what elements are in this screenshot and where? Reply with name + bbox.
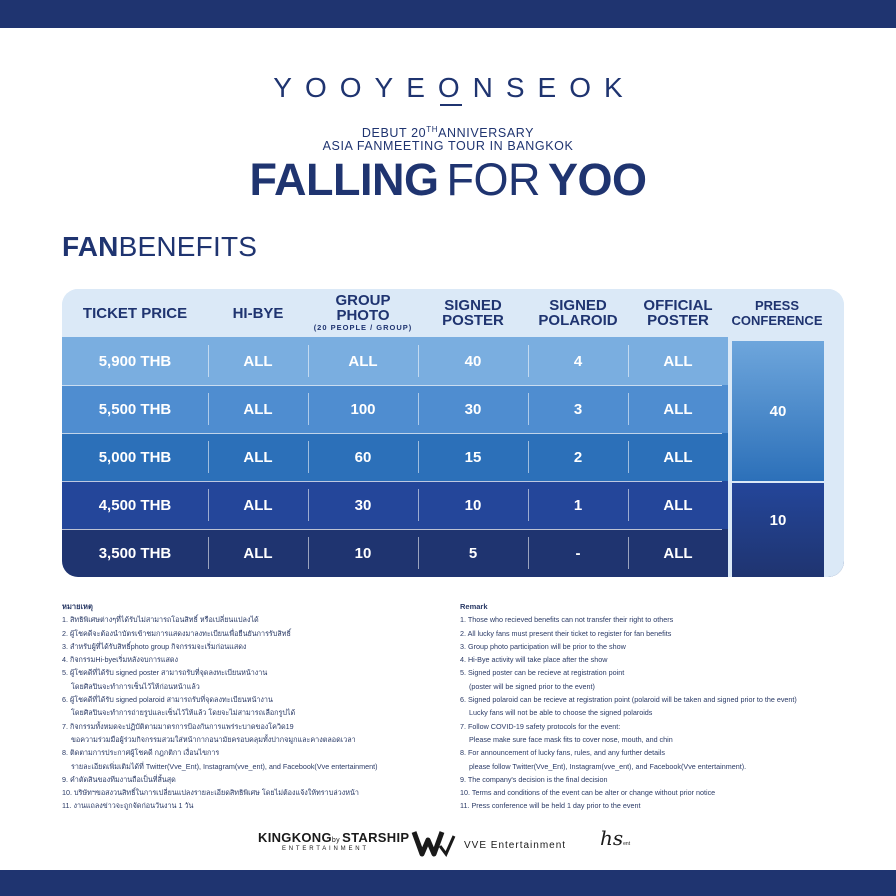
column-divider bbox=[418, 345, 419, 377]
header-official-poster: OFFICIAL POSTER bbox=[643, 297, 713, 329]
cell-group: 30 bbox=[354, 496, 372, 514]
cell-poster: 40 bbox=[464, 352, 482, 370]
note-item: 7. Follow COVID-19 safety protocols for the event: bbox=[460, 721, 621, 731]
table-row bbox=[62, 529, 844, 577]
column-divider bbox=[528, 537, 529, 569]
note-item: 9. The company's decision is the final decision bbox=[460, 774, 608, 784]
note-item: 6. ผู้โชคดีที่ได้รับ signed polaroid สามารถรับที่จุดลงทะเบียนหน้างาน bbox=[62, 695, 273, 705]
table-row bbox=[62, 481, 844, 529]
subtitle-anniversary: DEBUT 20THANNIVERSARY bbox=[361, 125, 535, 141]
cell-price: 3,500 THB bbox=[98, 544, 172, 562]
notes-english bbox=[460, 600, 860, 813]
note-item: 5. Signed poster can be recieve at registration point bbox=[460, 668, 625, 678]
column-divider bbox=[418, 441, 419, 473]
column-divider bbox=[418, 393, 419, 425]
header-ticket-price: TICKET PRICE bbox=[82, 304, 188, 322]
note-item: Please make sure face mask fits to cover nose, mouth, and chin bbox=[469, 734, 673, 744]
hs-ent-logo: hsent bbox=[600, 826, 631, 850]
note-item: 11. Press conference will be held 1 day prior to the event bbox=[460, 801, 641, 811]
cell-poster: 10 bbox=[464, 496, 482, 514]
header-group-photo: GROUP PHOTO (20 PEOPLE / GROUP) bbox=[308, 289, 418, 337]
cell-price: 5,900 THB bbox=[98, 352, 172, 370]
header-signed-poster: SIGNED POSTER bbox=[442, 297, 504, 329]
cell-group: ALL bbox=[348, 352, 378, 370]
note-item: 8. For announcement of lucky fans, rules, and any further details bbox=[460, 748, 665, 758]
subtitle-tour: ASIA FANMEETING TOUR IN BANGKOK bbox=[322, 139, 574, 153]
notes-english-title: Remark bbox=[460, 602, 488, 611]
table-row bbox=[62, 433, 844, 481]
column-divider bbox=[628, 393, 629, 425]
table-row bbox=[62, 337, 844, 385]
column-divider bbox=[628, 441, 629, 473]
note-item: ขอความร่วมมือผู้ร่วมกิจกรรมสวมใส่หน้ากากอนามัยครอบคลุมทั้งปากจมูกและคางตลอดเวลา bbox=[71, 734, 356, 744]
cell-hibye: ALL bbox=[243, 496, 273, 514]
header-press-conference: PRESS CONFERENCE bbox=[731, 298, 823, 328]
column-divider bbox=[418, 537, 419, 569]
note-item: 5. ผู้โชคดีที่ได้รับ signed poster สามารถรับที่จุดลงทะเบียนหน้างาน bbox=[62, 668, 268, 678]
cell-hibye: ALL bbox=[243, 448, 273, 466]
cell-group: 100 bbox=[350, 400, 376, 418]
row-divider bbox=[62, 433, 722, 434]
cell-official: ALL bbox=[663, 496, 693, 514]
vve-logo-icon bbox=[410, 826, 458, 860]
note-item: โดยศิลปินจะทำการถ่ายรูปและเซ็นไว้ให้แล้ว โดยจะไม่สามารถเลือกรูปได้ bbox=[71, 708, 296, 718]
note-item: 1. Those who recieved benefits can not transfer their right to others bbox=[460, 615, 674, 625]
note-item: 4. Hi-Bye activity will take place after the show bbox=[460, 655, 608, 665]
cell-group: 60 bbox=[354, 448, 372, 466]
column-divider bbox=[528, 441, 529, 473]
notes-thai bbox=[62, 600, 442, 813]
cell-polaroid: - bbox=[575, 544, 581, 562]
header-group-photo-sub: (20 PEOPLE / GROUP) bbox=[313, 323, 413, 332]
press-value-bottom: 10 bbox=[769, 511, 787, 529]
cell-official: ALL bbox=[663, 352, 693, 370]
cell-price: 4,500 THB bbox=[98, 496, 172, 514]
cell-hibye: ALL bbox=[243, 352, 273, 370]
note-item: 3. Group photo participation will be prior to the show bbox=[460, 641, 626, 651]
column-divider bbox=[308, 393, 309, 425]
note-item: 10. Terms and conditions of the event can be alter or change without prior notice bbox=[460, 788, 716, 798]
cell-group: 10 bbox=[354, 544, 372, 562]
note-item: 8. ติดตามการประกาศผู้โชคดี กฎกติกา เงื่อนไขการ bbox=[62, 748, 220, 758]
cell-polaroid: 3 bbox=[573, 400, 583, 418]
bottom-band bbox=[0, 870, 896, 896]
column-divider bbox=[418, 489, 419, 521]
note-item: 2. ผู้โชคดีจะต้องนำบัตรเข้าชมการแสดงมาลงทะเบียนเพื่อยืนยันการรับสิทธิ์ bbox=[62, 628, 291, 638]
cell-polaroid: 2 bbox=[573, 448, 583, 466]
note-item: 2. All lucky fans must present their ticket to register for fan benefits bbox=[460, 628, 672, 638]
column-divider bbox=[208, 393, 209, 425]
row-divider bbox=[62, 481, 722, 482]
notes-thai-title: หมายเหตุ bbox=[62, 602, 93, 611]
cell-official: ALL bbox=[663, 400, 693, 418]
column-divider bbox=[628, 489, 629, 521]
cell-poster: 5 bbox=[468, 544, 478, 562]
note-item: 4. กิจกรรมHi-byeเริ่มหลังจบการแสดง bbox=[62, 655, 179, 665]
top-band bbox=[0, 0, 896, 28]
sponsor-logos bbox=[0, 826, 896, 862]
cell-official: ALL bbox=[663, 544, 693, 562]
note-item: 6. Signed polaroid can be recieve at registration point (polaroid will be taken and signed prior to the event) bbox=[460, 695, 797, 705]
cell-hibye: ALL bbox=[243, 544, 273, 562]
note-item: (poster will be signed prior to the event) bbox=[469, 681, 595, 691]
row-divider bbox=[62, 529, 722, 530]
table-header bbox=[62, 289, 844, 337]
note-item: please follow Twitter(Vve_Ent), Instagram(vve_ent), and Facebook(Vve entertainment). bbox=[469, 761, 747, 771]
note-item: 9. คำตัดสินของทีมงานถือเป็นที่สิ้นสุด bbox=[62, 774, 176, 784]
vve-entertainment-logo: VVE Entertainment bbox=[464, 840, 567, 851]
note-item: 1. สิทธิพิเศษต่างๆที่ได้รับไม่สามารถโอนสิทธิ์ หรือเปลี่ยนแปลงได้ bbox=[62, 615, 259, 625]
column-divider bbox=[308, 489, 309, 521]
note-item: โดยศิลปินจะทำการเซ็นไว้ให้ก่อนหน้าแล้ว bbox=[71, 681, 200, 691]
cell-polaroid: 1 bbox=[573, 496, 583, 514]
cell-hibye: ALL bbox=[243, 400, 273, 418]
event-title: FALLING FOR YOO bbox=[249, 154, 647, 205]
kingkong-starship-logo: KINGKONGby STARSHIP bbox=[258, 830, 410, 845]
column-divider bbox=[208, 537, 209, 569]
header-signed-polaroid: SIGNED POLAROID bbox=[538, 297, 618, 329]
benefits-table bbox=[62, 289, 844, 577]
column-divider bbox=[528, 345, 529, 377]
section-title: FANBENEFITS bbox=[62, 231, 258, 262]
cell-polaroid: 4 bbox=[573, 352, 583, 370]
cell-price: 5,000 THB bbox=[98, 448, 172, 466]
column-divider bbox=[628, 537, 629, 569]
artist-name: YOOYEONSEOK bbox=[273, 72, 636, 103]
artist-underline bbox=[440, 104, 462, 106]
note-item: 10. บริษัทฯขอสงวนสิทธิ์ในการเปลี่ยนแปลงรายละเอียดสิทธิพิเศษ โดยไม่ต้องแจ้งให้ทราบล่วงหน้า bbox=[62, 788, 359, 798]
note-item: 11. งานแถลงข่าวจะถูกจัดก่อนวันงาน 1 วัน bbox=[62, 801, 194, 811]
column-divider bbox=[208, 345, 209, 377]
row-divider bbox=[62, 385, 722, 386]
column-divider bbox=[308, 537, 309, 569]
column-divider bbox=[308, 345, 309, 377]
cell-poster: 30 bbox=[464, 400, 482, 418]
cell-poster: 15 bbox=[464, 448, 482, 466]
press-value-top: 40 bbox=[769, 402, 787, 420]
note-item: 7. กิจกรรมทั้งหมดจะปฏิบัติตามมาตรการป้องกันการแพร่ระบาดของโควิด19 bbox=[62, 721, 294, 731]
column-divider bbox=[528, 393, 529, 425]
column-divider bbox=[628, 345, 629, 377]
header-hi-bye: HI-BYE bbox=[232, 304, 284, 322]
note-item: Lucky fans will not be able to choose the signed polaroids bbox=[469, 708, 653, 718]
cell-price: 5,500 THB bbox=[98, 400, 172, 418]
table-row bbox=[62, 385, 844, 433]
note-item: รายละเอียดเพิ่มเติมได้ที่ Twitter(Vve_Ent), Instagram(vve_ent), and Facebook(Vve entertainment) bbox=[71, 761, 378, 771]
column-divider bbox=[308, 441, 309, 473]
column-divider bbox=[208, 441, 209, 473]
kingkong-starship-logo-sub: ENTERTAINMENT bbox=[282, 846, 369, 852]
column-divider bbox=[528, 489, 529, 521]
column-divider bbox=[208, 489, 209, 521]
cell-official: ALL bbox=[663, 448, 693, 466]
note-item: 3. สำหรับผู้ที่ได้รับสิทธิ์photo group กิจกรรมจะเริ่มก่อนแสดง bbox=[62, 641, 247, 651]
